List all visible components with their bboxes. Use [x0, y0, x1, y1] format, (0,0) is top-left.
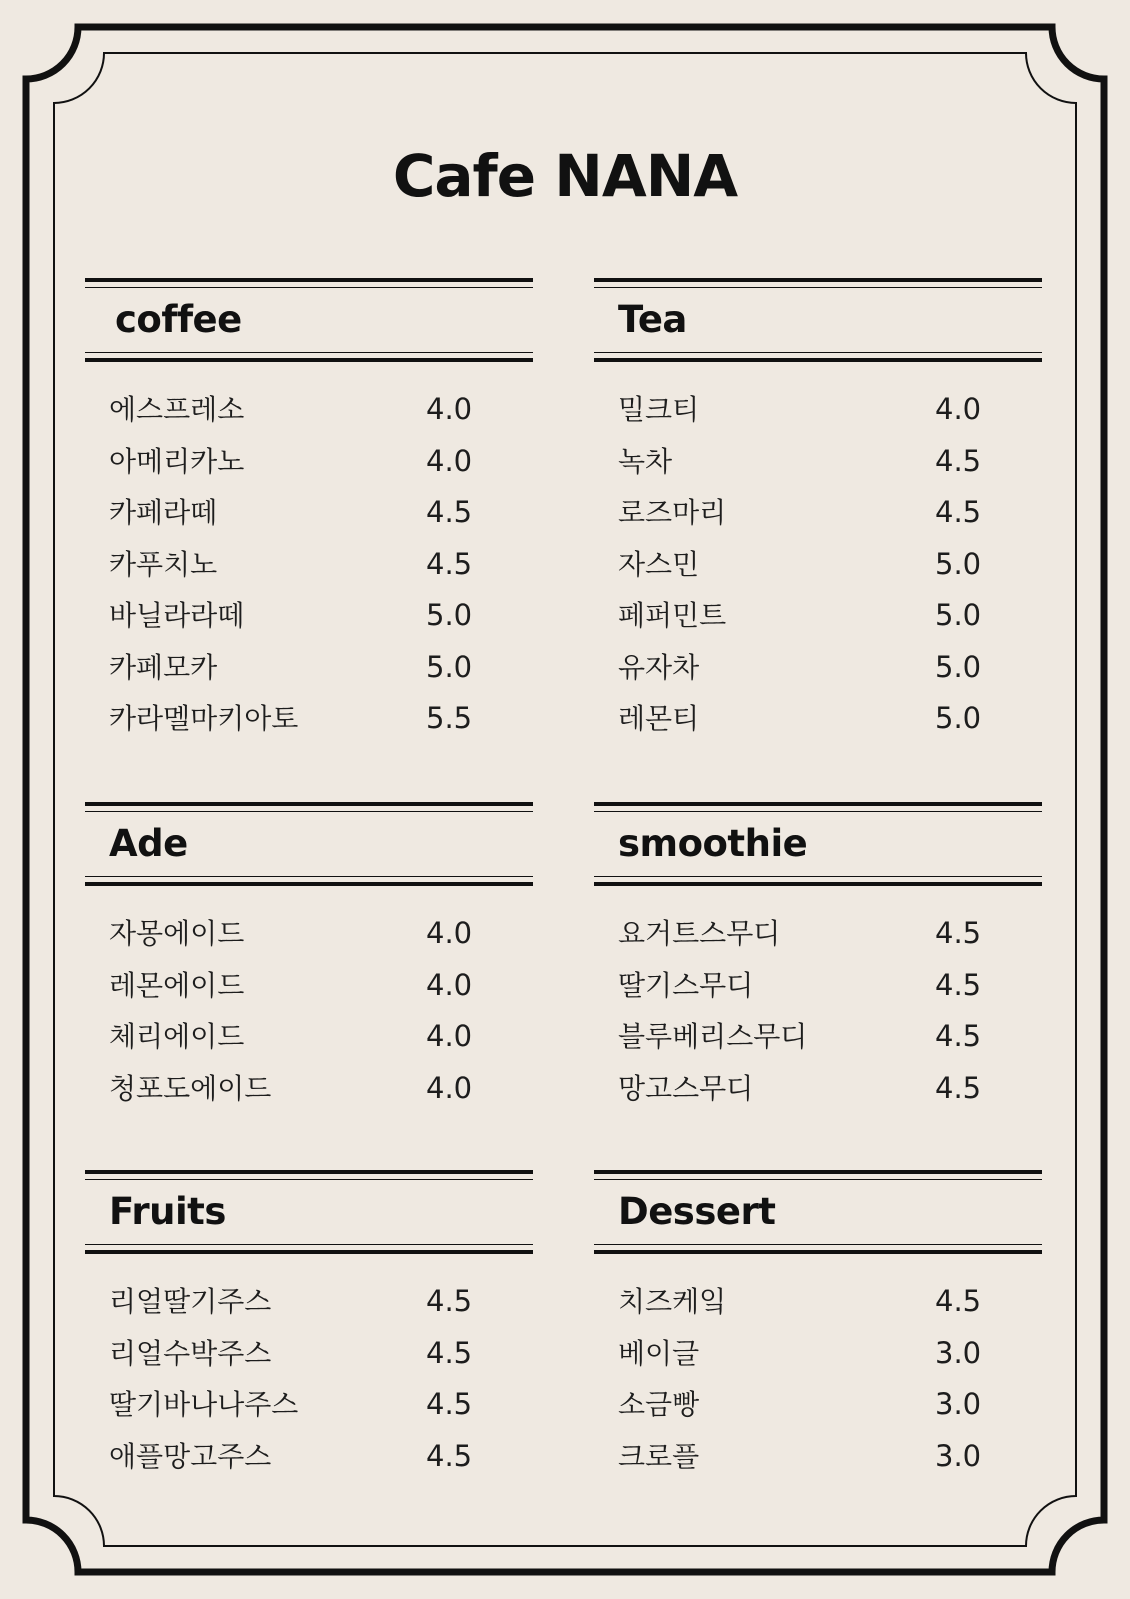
divider: [594, 802, 1042, 806]
item-list: [85, 1276, 533, 1482]
item-price: 4.5: [935, 495, 982, 529]
menu-item: [85, 1431, 533, 1483]
menu-item: [85, 1379, 533, 1431]
item-price: 5.0: [935, 598, 982, 632]
item-name: 애플망고주스: [109, 1439, 272, 1473]
item-price: 5.0: [935, 701, 982, 735]
section-heading: coffee: [115, 298, 242, 341]
item-price: 4.0: [426, 967, 473, 1002]
menu-item: [85, 539, 533, 591]
item-price: 4.0: [426, 916, 473, 950]
divider: [594, 1179, 1042, 1180]
item-price: 4.5: [935, 1019, 982, 1053]
menu-item: [594, 436, 1042, 488]
divider: [85, 802, 533, 806]
item-name: 밀크티: [618, 393, 700, 426]
item-price: 4.5: [935, 916, 982, 950]
menu-item: [594, 487, 1042, 539]
item-name: 카페모카: [109, 650, 218, 684]
menu-title: Cafe NANA: [392, 142, 738, 210]
item-name: 카푸치노: [109, 547, 218, 581]
divider: [85, 287, 533, 288]
item-name: 녹차: [618, 444, 673, 478]
item-name: 카페라떼: [109, 496, 218, 529]
item-name: 소금빵: [618, 1388, 700, 1421]
item-price: 5.0: [935, 546, 982, 581]
item-price: 5.0: [426, 649, 473, 684]
divider: [85, 358, 533, 362]
divider: [85, 882, 533, 886]
menu-item: [594, 1276, 1042, 1328]
menu-item: [594, 590, 1042, 642]
section-heading: smoothie: [618, 822, 808, 865]
item-price: 3.0: [935, 1387, 982, 1421]
menu-item: [85, 908, 533, 960]
divider: [85, 278, 533, 282]
divider: [594, 358, 1042, 362]
divider: [594, 882, 1042, 886]
menu-item: [594, 1379, 1042, 1431]
divider: [594, 287, 1042, 288]
item-list: [594, 384, 1042, 745]
menu-item: [85, 1011, 533, 1063]
item-name: 아메리카노: [109, 444, 245, 478]
item-price: 3.0: [935, 1335, 982, 1370]
item-price: 5.0: [426, 598, 473, 632]
menu-item: [594, 1328, 1042, 1380]
menu-item: [85, 1276, 533, 1328]
item-price: 5.5: [426, 701, 473, 735]
item-price: 4.0: [426, 1019, 473, 1053]
item-name: 리얼수박주스: [109, 1336, 272, 1370]
divider: [85, 876, 533, 877]
menu-item: [594, 539, 1042, 591]
menu-item: [85, 693, 533, 745]
item-name: 크로플: [618, 1439, 700, 1473]
item-name: 요거트스무디: [618, 917, 781, 950]
item-name: 바닐라라떼: [109, 599, 245, 632]
divider: [594, 876, 1042, 877]
item-name: 로즈마리: [618, 496, 727, 529]
item-price: 4.5: [426, 495, 473, 529]
section-heading: Tea: [618, 298, 687, 341]
item-name: 레몬티: [618, 702, 700, 735]
item-price: 4.5: [935, 443, 982, 478]
divider: [594, 278, 1042, 282]
divider: [85, 1170, 533, 1174]
item-name: 치즈케잌: [618, 1285, 727, 1318]
item-list: [85, 384, 533, 745]
menu-item: [594, 384, 1042, 436]
menu-item: [85, 642, 533, 694]
item-name: 에스프레소: [109, 393, 245, 426]
divider: [594, 811, 1042, 812]
divider: [85, 811, 533, 812]
item-name: 유자차: [618, 650, 700, 684]
item-name: 딸기바나나주스: [109, 1388, 299, 1421]
item-price: 3.0: [935, 1438, 982, 1473]
item-price: 4.5: [426, 1335, 473, 1370]
menu-item: [85, 590, 533, 642]
divider: [85, 1179, 533, 1180]
item-name: 체리에이드: [109, 1020, 245, 1053]
menu-item: [594, 908, 1042, 960]
item-price: 4.5: [426, 546, 473, 581]
section-heading: Dessert: [618, 1190, 776, 1233]
item-price: 5.0: [935, 649, 982, 684]
item-name: 페퍼민트: [618, 599, 727, 632]
item-price: 4.0: [935, 392, 982, 426]
item-name: 청포도에이드: [109, 1071, 272, 1105]
item-price: 4.5: [426, 1438, 473, 1473]
item-list: [594, 1276, 1042, 1482]
section-heading: Ade: [109, 822, 188, 865]
item-name: 베이글: [618, 1336, 700, 1370]
item-price: 4.5: [426, 1387, 473, 1421]
item-price: 4.0: [426, 1070, 473, 1105]
menu-item: [594, 693, 1042, 745]
item-price: 4.0: [426, 392, 473, 426]
menu-item: [85, 436, 533, 488]
item-price: 4.5: [935, 967, 982, 1002]
divider: [594, 1170, 1042, 1174]
menu-item: [85, 384, 533, 436]
item-name: 딸기스무디: [618, 968, 754, 1002]
item-price: 4.5: [426, 1284, 473, 1318]
menu-item: [594, 1063, 1042, 1115]
menu-item: [594, 642, 1042, 694]
menu-item: [594, 1011, 1042, 1063]
section-heading: Fruits: [109, 1190, 226, 1233]
divider: [85, 1244, 533, 1245]
menu-item: [594, 1431, 1042, 1483]
divider: [85, 1250, 533, 1254]
divider: [594, 1250, 1042, 1254]
item-name: 리얼딸기주스: [109, 1285, 272, 1318]
item-name: 자몽에이드: [109, 917, 245, 950]
divider: [85, 352, 533, 353]
item-name: 레몬에이드: [109, 968, 245, 1002]
item-price: 4.5: [935, 1284, 982, 1318]
item-list: [85, 908, 533, 1114]
divider: [594, 1244, 1042, 1245]
item-name: 블루베리스무디: [618, 1020, 808, 1053]
menu-item: [85, 1328, 533, 1380]
menu-item: [85, 487, 533, 539]
item-price: 4.5: [935, 1070, 982, 1105]
menu-item: [85, 1063, 533, 1115]
item-name: 망고스무디: [618, 1071, 754, 1105]
item-list: [594, 908, 1042, 1114]
menu-item: [594, 960, 1042, 1012]
menu-item: [85, 960, 533, 1012]
divider: [594, 352, 1042, 353]
item-name: 카라멜마키아토: [109, 702, 299, 735]
item-name: 자스민: [618, 547, 700, 581]
item-price: 4.0: [426, 443, 473, 478]
